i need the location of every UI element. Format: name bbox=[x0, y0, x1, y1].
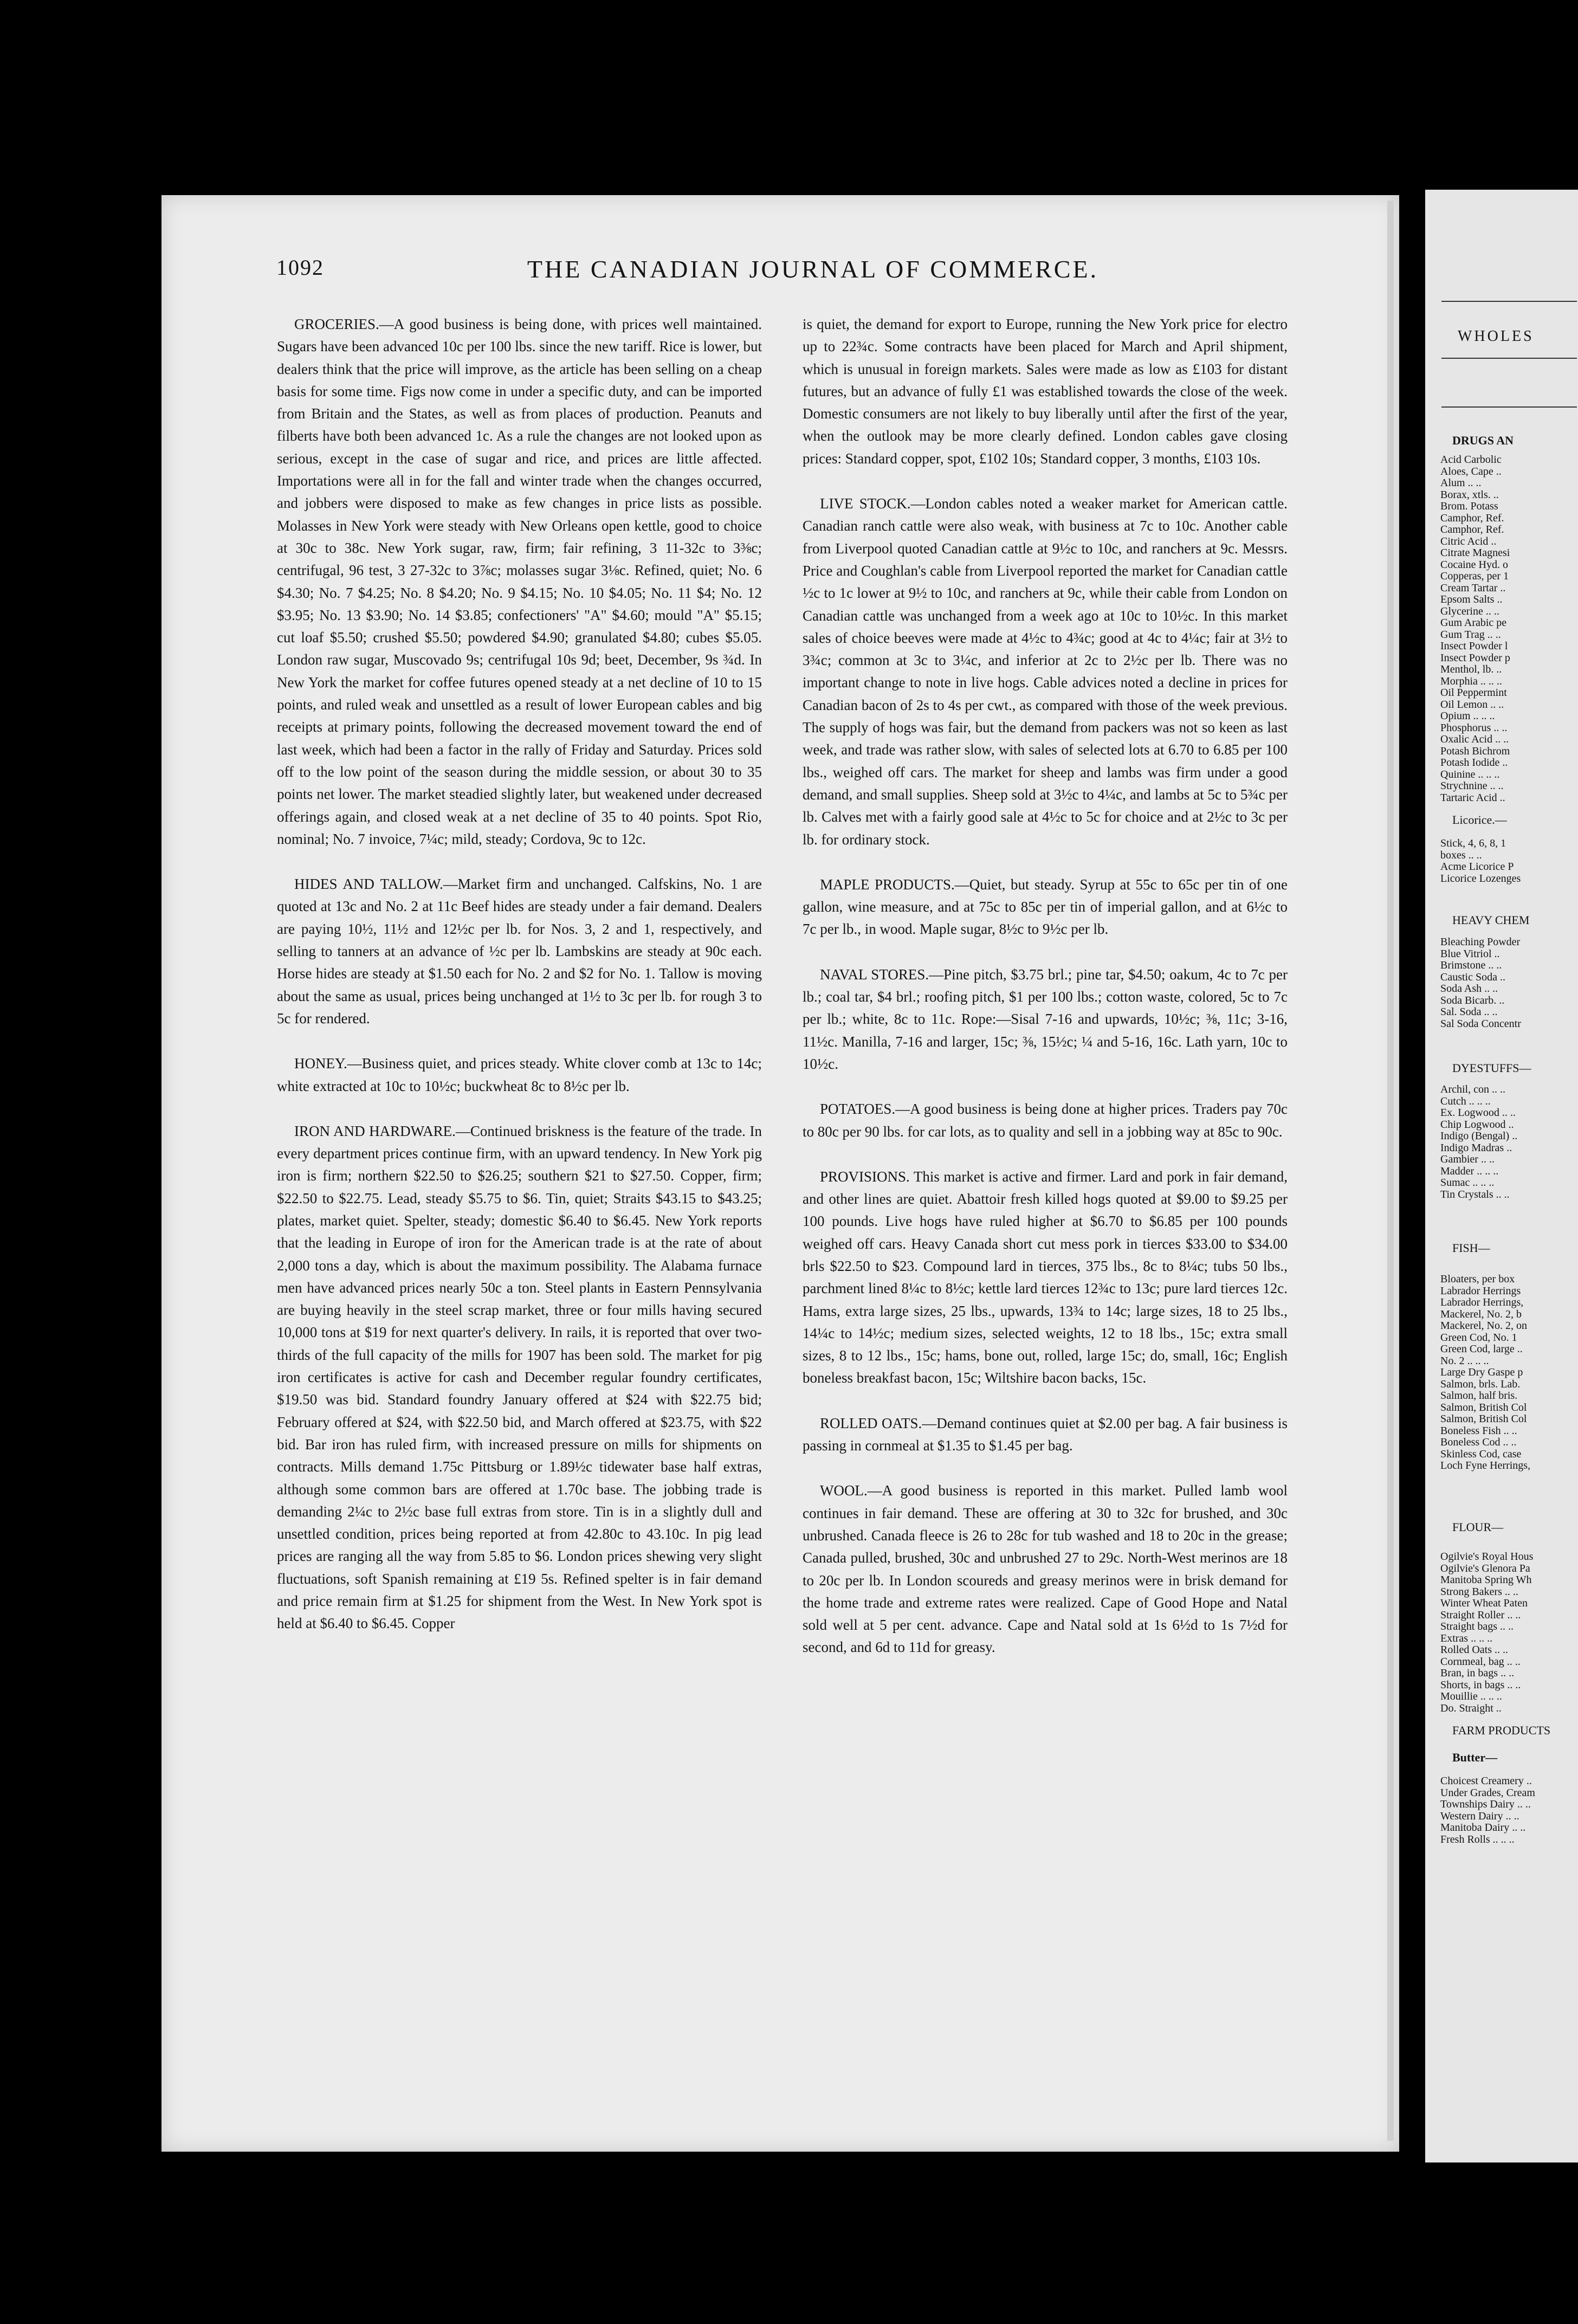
price-list-item: No. 2 .. .. .. bbox=[1440, 1354, 1489, 1367]
live-stock-paragraph: LIVE STOCK.—London cables noted a weaker market for American cattle. Canadian ranch cattle were also weak, with business at 7c to 10c. Another cable from Liverpool quoted Canadian cattle at 9½c to 10c, and ranchers at 9c. Messrs. Price and Coughlan's cable from Liverpool reported the market for Canadian cattle ½c to 1c lower at 9½ to 10c, and ranchers at 9c, while their cable from London on Canadian cattle was unchanged from a week ago at 10c to 10½c. In this market sales of choice beeves were made at 4½c to 4¾c; good at 4c to 4¼c; fair at 3½ to 3¾c; common at 3c to 3¼c, and inferior at 2c to 2½c per lb. There was no important change to note in live hogs. Cable advices noted a decline in prices for Canadian bacon of 2s to 4s per cwt., as compared with those of the week previous. The supply of hogs was fair, but the demand from packers was not so keen as last week, and trade was rather slow, with sales of selected lots at 6.70 to 6.85 per 100 lbs., weighed off cars. The market for sheep and lambs was firm under a good demand, and small supplies. Sheep sold at 3½c to 4¼c, and lambs at 5c to 5¾c per lb. Calves met with a fairly good sale at 4½c to 5c for choice and at 2½c to 3c per lb. for ordinary stock. bbox=[803, 495, 1288, 848]
price-list-item: Skinless Cod, case bbox=[1440, 1448, 1522, 1460]
price-list-item: Blue Vitriol .. bbox=[1440, 947, 1500, 960]
price-list-item: Large Dry Gaspe p bbox=[1440, 1366, 1523, 1378]
side-page-title: WHOLES bbox=[1458, 328, 1534, 345]
adjacent-page-fragment bbox=[1425, 190, 1578, 2162]
price-list-item: Salmon, British Col bbox=[1440, 1413, 1527, 1425]
price-list-item: Under Grades, Cream bbox=[1440, 1786, 1535, 1799]
licorice-list bbox=[1440, 838, 1521, 885]
left-column bbox=[277, 313, 762, 1658]
price-list-item: Soda Bicarb. .. bbox=[1440, 994, 1505, 1006]
price-list-item: Ogilvie's Glenora Pa bbox=[1440, 1562, 1530, 1574]
price-list-item: Cutch .. .. .. bbox=[1440, 1095, 1491, 1107]
journal-title: THE CANADIAN JOURNAL OF COMMERCE. bbox=[527, 255, 1099, 283]
price-list-item: Oxalic Acid .. .. bbox=[1440, 733, 1509, 745]
price-list-item: Do. Straight .. bbox=[1440, 1702, 1502, 1714]
price-list-item: Boneless Fish .. .. bbox=[1440, 1424, 1517, 1437]
price-list-item: Straight bags .. .. bbox=[1440, 1621, 1514, 1632]
price-list-item: Caustic Soda .. bbox=[1440, 971, 1505, 983]
price-list-item: Citric Acid .. bbox=[1440, 535, 1497, 547]
copper-continuation-paragraph: is quiet, the demand for export to Europe, running the New York price for electro up to 22¾c. Some contracts have been placed for March and April shipment, which is unusual in foreign markets. Sales were made as low as £103 for distant futures, but an advance of fully £1 was established towards the close of the week. Domestic consumers are not likely to buy liberally until after the first of the year, when the outlook may be more clearly defined. London cables gave closing prices: Standard copper, spot, £102 10s; Standard copper, 3 months, £103 10s. bbox=[803, 316, 1288, 467]
price-list-item: Licorice Lozenges bbox=[1440, 872, 1521, 885]
price-list-item: Strychnine .. .. bbox=[1440, 780, 1504, 792]
flour-heading: FLOUR— bbox=[1452, 1520, 1504, 1534]
price-list-item: Camphor, Ref. bbox=[1440, 512, 1504, 524]
dyestuffs-heading: DYESTUFFS— bbox=[1452, 1061, 1531, 1075]
price-list-item: Townships Dairy .. .. bbox=[1440, 1798, 1531, 1810]
price-list-item: Acme Licorice P bbox=[1440, 861, 1514, 873]
price-list-item: Glycerine .. .. bbox=[1440, 605, 1499, 617]
potatoes-paragraph: POTATOES.—A good business is being done at higher prices. Traders pay 70c to 80c per 90 lbs. for car lots, as to quality and sell in a jobbing way at 85c to 90c. bbox=[803, 1101, 1288, 1140]
drugs-heading: DRUGS AN bbox=[1452, 434, 1514, 447]
journal-page bbox=[161, 195, 1399, 2152]
price-list-item: Winter Wheat Paten bbox=[1440, 1597, 1528, 1609]
price-list-item: Insect Powder p bbox=[1440, 651, 1510, 664]
price-list-item: Salmon, British Col bbox=[1440, 1401, 1527, 1413]
price-list-item: Acid Carbolic bbox=[1440, 454, 1502, 466]
price-list-item: Indigo (Bengal) .. bbox=[1440, 1130, 1518, 1142]
price-list-item: Mackerel, No. 2, b bbox=[1440, 1308, 1522, 1320]
price-list-item: Archil, con .. .. bbox=[1440, 1083, 1505, 1095]
price-list-item: Bleaching Powder bbox=[1440, 936, 1521, 948]
naval-stores-paragraph: NAVAL STORES.—Pine pitch, $3.75 brl.; pine tar, $4.50; oakum, 4c to 7c per lb.; coal tar, $4 brl.; roofing pitch, $1 per 100 lbs.; cotton waste, colored, 5c to 7c per lb.; white, 8c to 11c. Rope:—Sisal 7-16 and upwards, 10½c; ⅜, 11c; 3-16, 11½c. Manilla, 7-16 and larger, 15c; ⅜, 15½c; ¼ and 5-16, 16c. Lath yarn, 10c to 10½c. bbox=[803, 966, 1288, 1072]
price-list-item: Loch Fyne Herrings, bbox=[1440, 1460, 1531, 1471]
price-list-item: Phosphorus .. .. bbox=[1440, 721, 1508, 734]
butter-list bbox=[1440, 1776, 1535, 1845]
price-list-item: Extras .. .. .. bbox=[1440, 1632, 1493, 1644]
chemicals-list bbox=[1440, 937, 1521, 1030]
price-list-item: Green Cod, No. 1 bbox=[1440, 1331, 1517, 1344]
price-list-item: Gambier .. .. bbox=[1440, 1153, 1495, 1165]
price-list-item: Manitoba Spring Wh bbox=[1440, 1574, 1532, 1586]
dyestuffs-list bbox=[1440, 1084, 1517, 1200]
farm-products-heading: FARM PRODUCTS bbox=[1452, 1723, 1551, 1737]
flour-list bbox=[1440, 1551, 1533, 1714]
price-list-item: Indigo Madras .. bbox=[1440, 1141, 1512, 1154]
side-rule bbox=[1441, 406, 1577, 408]
page-number: 1092 bbox=[276, 255, 324, 280]
rolled-oats-paragraph: ROLLED OATS.—Demand continues quiet at $2.00 per bag. A fair business is passing in cornmeal at $1.35 to $1.45 per bag. bbox=[803, 1415, 1288, 1454]
price-list-item: Fresh Rolls .. .. .. bbox=[1440, 1833, 1515, 1845]
price-list-item: Madder .. .. .. bbox=[1440, 1165, 1499, 1177]
price-list-item: Citrate Magnesi bbox=[1440, 547, 1510, 559]
page-edge bbox=[1387, 201, 1394, 2141]
honey-paragraph: HONEY.—Business quiet, and prices steady. White clover comb at 13c to 14c; white extracted at 10c to 10½c; buckwheat 8c to 8½c per lb. bbox=[277, 1055, 762, 1094]
price-list-item: Oil Lemon .. .. bbox=[1440, 698, 1504, 711]
price-list-item: Insect Powder l bbox=[1440, 640, 1508, 652]
price-list-item: Tartaric Acid .. bbox=[1440, 791, 1505, 804]
price-list-item: Chip Logwood .. bbox=[1440, 1118, 1514, 1131]
maple-products-paragraph: MAPLE PRODUCTS.—Quiet, but steady. Syrup at 55c to 65c per tin of one gallon, wine measure, and at 75c to 85c per tin of imperial gallon, and at 6½c to 7c per lb., in wood. Maple sugar, 8½c to 9½c per lb. bbox=[803, 876, 1288, 938]
price-list-item: Oil Peppermint bbox=[1440, 687, 1507, 699]
price-list-item: Cocaine Hyd. o bbox=[1440, 558, 1508, 571]
price-list-item: Brom. Potass bbox=[1440, 500, 1498, 512]
price-list-item: Soda Ash .. .. bbox=[1440, 983, 1498, 995]
price-list-item: Bran, in bags .. .. bbox=[1440, 1667, 1515, 1679]
heavy-chemicals-heading: HEAVY CHEM bbox=[1452, 913, 1530, 927]
price-list-item: Copperas, per 1 bbox=[1440, 570, 1509, 582]
price-list-item: Potash Iodide .. bbox=[1440, 757, 1508, 769]
price-list-item: Stick, 4, 6, 8, 1 bbox=[1440, 837, 1506, 849]
fish-heading: FISH— bbox=[1452, 1241, 1490, 1255]
groceries-paragraph: GROCERIES.—A good business is being done, with prices well maintained. Sugars have been advanced 10c per 100 lbs. since the new tariff. Rice is lower, but dealers think that the price will improve, as the article has been selling on a cheap basis for some time. Figs now come in under a specific duty, and can be imported from Britain and the States, as well as from places of production. Peanuts and filberts have both been advanced 1c. As a rule the changes are not looked upon as serious, except in the case of sugar and rice, and prices are little affected. Importations were all in for the fall and winter trade when the changes occurred, and jobbers were disposed to make as few changes in price lists as possible. Molasses in New York were steady with New Orleans open kettle, good to choice at 30c to 38c. New York sugar, raw, firm; fair refining, 3 11-32c to 3⅜c; centrifugal, 96 test, 3 27-32c to 3⅞c; molasses sugar 3⅛c. Refined, quiet; No. 6 $4.30; No. 7 $4.25; No. 8 $4.20; No. 9 $4.15; No. 10 $4.05; No. 11 $4; No. 12 $3.95; No. 13 $3.90; No. 14 $3.85; confectioners' "A" $4.60; mould "A" $5.15; cut loaf $5.50; crushed $5.50; powdered $4.90; granulated $4.80; cubes $5.05. London raw sugar, Muscovado 9s; centrifugal 10s 9d; beet, December, 9s ¾d. In New York the market for coffee futures opened steady at a net decline of 10 to 15 points, and ruled weak and unsettled as a result of lower European cables and big receipts at primary points, following the decreased movement toward the end of last week, which had been a factor in the rally of Friday and Saturday. Prices sold off to the low point of the season during the middle session, or about 30 to 35 points net lower. The market steadied slightly later, but weakened under decreased offerings again, and closed weak at a net decline of 35 to 40 points. Spot Rio, nominal; No. 7 invoice, 7¼c; mild, steady; Cordova, 9c to 12c. bbox=[277, 316, 762, 847]
price-list-item: Sumac .. .. .. bbox=[1440, 1177, 1495, 1189]
price-list-item: Salmon, half bris. bbox=[1440, 1390, 1518, 1402]
price-list-item: Cream Tartar .. bbox=[1440, 582, 1506, 594]
right-column bbox=[803, 313, 1288, 1682]
price-list-item: Green Cod, large .. bbox=[1440, 1343, 1523, 1355]
price-list-item: Gum Trag .. .. bbox=[1440, 628, 1501, 641]
price-list-item: Epsom Salts .. bbox=[1440, 593, 1503, 605]
price-list-item: Labrador Herrings bbox=[1440, 1284, 1521, 1297]
price-list-item: Quinine .. .. .. bbox=[1440, 768, 1500, 780]
price-list-item: Manitoba Dairy .. .. bbox=[1440, 1822, 1526, 1834]
drugs-list bbox=[1440, 454, 1510, 804]
price-list-item: Camphor, Ref. bbox=[1440, 524, 1504, 535]
price-list-item: Straight Roller .. .. bbox=[1440, 1609, 1521, 1621]
side-rule bbox=[1441, 358, 1577, 359]
price-list-item: Western Dairy .. .. bbox=[1440, 1810, 1519, 1822]
butter-heading: Butter— bbox=[1452, 1751, 1498, 1764]
price-list-item: Shorts, in bags .. .. bbox=[1440, 1679, 1521, 1691]
price-list-item: Menthol, lb. .. bbox=[1440, 663, 1502, 675]
page-header bbox=[161, 255, 1399, 287]
price-list-item: boxes .. .. bbox=[1440, 849, 1482, 861]
provisions-paragraph: PROVISIONS. This market is active and firmer. Lard and pork in fair demand, and other lines are quiet. Abattoir fresh killed hogs quoted at $9.00 to $9.25 per 100 pounds. Live hogs have ruled higher at $6.70 to $6.85 per 100 pounds weighed off cars. Heavy Canada short cut mess pork in tierces $33.00 to $34.00 brls $22.50 to $23. Compound lard in tierces, 375 lbs., 8c to 8¼c; tubs 50 lbs., parchment lined 8¼c to 8½c; kettle lard tierces 12¾c to 13c; pure lard tierces 12c. Hams, extra large sizes, 25 lbs., upwards, 13¾ to 14c; large sizes, 18 to 25 lbs., 14¼c to 14½c; medium sizes, selected weights, 12 to 18 lbs., 15c; extra small sizes, 8 to 12 lbs., 15c; hams, bone out, rolled, large 15c; do, small, 16c; English boneless breakfast bacon, 15c; Wiltshire bacon backs, 15c. bbox=[803, 1168, 1288, 1386]
licorice-heading: Licorice.— bbox=[1452, 813, 1507, 827]
price-list-item: Borax, xtls. .. bbox=[1440, 488, 1499, 501]
price-list-item: Bloaters, per box bbox=[1440, 1273, 1515, 1285]
price-list-item: Sal Soda Concentr bbox=[1440, 1017, 1521, 1030]
price-list-item: Gum Arabic pe bbox=[1440, 617, 1507, 629]
price-list-item: Morphia .. .. .. bbox=[1440, 675, 1502, 687]
price-list-item: Mackerel, No. 2, on bbox=[1440, 1320, 1527, 1332]
price-list-item: Boneless Cod .. .. bbox=[1440, 1436, 1517, 1448]
price-list-item: Ex. Logwood .. .. bbox=[1440, 1107, 1516, 1119]
price-list-item: Ogilvie's Royal Hous bbox=[1440, 1551, 1534, 1563]
price-list-item: Sal. Soda .. .. bbox=[1440, 1006, 1498, 1018]
price-list-item: Potash Bichrom bbox=[1440, 745, 1510, 757]
price-list-item: Brimstone .. .. bbox=[1440, 959, 1502, 971]
price-list-item: Rolled Oats .. .. bbox=[1440, 1644, 1508, 1656]
price-list-item: Cornmeal, bag .. .. bbox=[1440, 1655, 1521, 1668]
price-list-item: Aloes, Cape .. bbox=[1440, 465, 1502, 477]
hides-tallow-paragraph: HIDES AND TALLOW.—Market firm and unchanged. Calfskins, No. 1 are quoted at 13c and No. 2 at 11c Beef hides are steady under a fair demand. Dealers are paying 10½, 11½ and 12½c per lb. for Nos. 3, 2 and 1, respectively, and selling to tanners at an advance of ½c per lb. Lambskins are steady at 90c each. Horse hides are steady at $1.50 each for No. 2 and $2 for No. 1. Tallow is moving about the same as usual, prices being unchanged at 1½ to 3c per lb. for rough 3 to 5c for rendered. bbox=[277, 876, 762, 1027]
iron-hardware-paragraph: IRON AND HARDWARE.—Continued briskness is the feature of the trade. In every department prices continue firm, with an upward tendency. In New York pig iron is firm; northern $22.50 to $26.25; southern $21 to $27.50. Copper, firm; $22.50 to $22.75. Lead, steady $5.75 to $6. Tin, quiet; Straits $43.15 to $43.25; plates, market quiet. Spelter, steady; domestic $6.40 to $6.45. New York reports that the leading in Europe of iron for the American trade is at the rate of about 2,000 tons a day, which is about the maximum possibility. The Alabama furnace men have advanced prices nearly 50c a ton. Steel plants in Eastern Pennsylvania are buying heavily in the steel scrap market, three or four mills having secured 10,000 tons at $19 for next quarter's delivery. In rails, it is reported that over two-thirds of the full capacity of the mills for 1907 has been sold. The market for pig iron certificates is active for cash and December regular foundry certificates, $19.50 was bid. Standard foundry January offered at $24 with $22.75 bid; February offered at $24, with $22.50 bid, and March offered at $23.75, with $22 bid. Bar iron has ruled firm, with increased pressure on mills for shipments on contracts. Mills demand 1.75c Pittsburg or 1.89½c tidewater base half extras, although some common bars are offered at 1.70c base. The jobbing trade is demanding 2¼c to 2½c base full extras from store. Tin is in a slightly dull and unsettled condition, prices being reported at from 42.80c to 43.10c. In pig lead prices are ranging all the way from 5.85 to $6. London prices shewing very slight fluctuations, soft Spanish remaining at £19 5s. Refined spelter is in fair demand and price remain firm at $1.25 for shipment from the West. In New York spot is held at $6.40 to $6.45. Copper bbox=[277, 1122, 762, 1632]
side-rule bbox=[1441, 301, 1577, 302]
price-list-item: Alum .. .. bbox=[1440, 477, 1482, 489]
price-list-item: Mouillie .. .. .. bbox=[1440, 1690, 1502, 1702]
price-list-item: Tin Crystals .. .. bbox=[1440, 1188, 1510, 1200]
price-list-item: Opium .. .. .. bbox=[1440, 710, 1495, 722]
price-list-item: Strong Bakers .. .. bbox=[1440, 1585, 1518, 1598]
wool-paragraph: WOOL.—A good business is reported in this market. Pulled lamb wool continues in fair demand. These are offering at 30 to 32c for brushed, and 30c unbrushed. Canada fleece is 26 to 28c for tub washed and 18 to 20c in the grease; Canada pulled, brushed, 30c and unbrushed 27 to 29c. North-West merinos are 18 to 20c per lb. In London scoureds and greasy merinos were in brisk demand for the home trade and extreme rates were realized. Cape of Good Hope and Natal sold well at 5 per cent. advance. Cape and Natal sold at 1s 6½d to 1s 7½d for second, and 6d to 11d for greasy. bbox=[803, 1482, 1288, 1656]
price-list-item: Salmon, brls. Lab. bbox=[1440, 1378, 1521, 1390]
price-list-item: Choicest Creamery .. bbox=[1440, 1775, 1532, 1787]
price-list-item: Labrador Herrings, bbox=[1440, 1296, 1524, 1308]
fish-list bbox=[1440, 1274, 1530, 1472]
